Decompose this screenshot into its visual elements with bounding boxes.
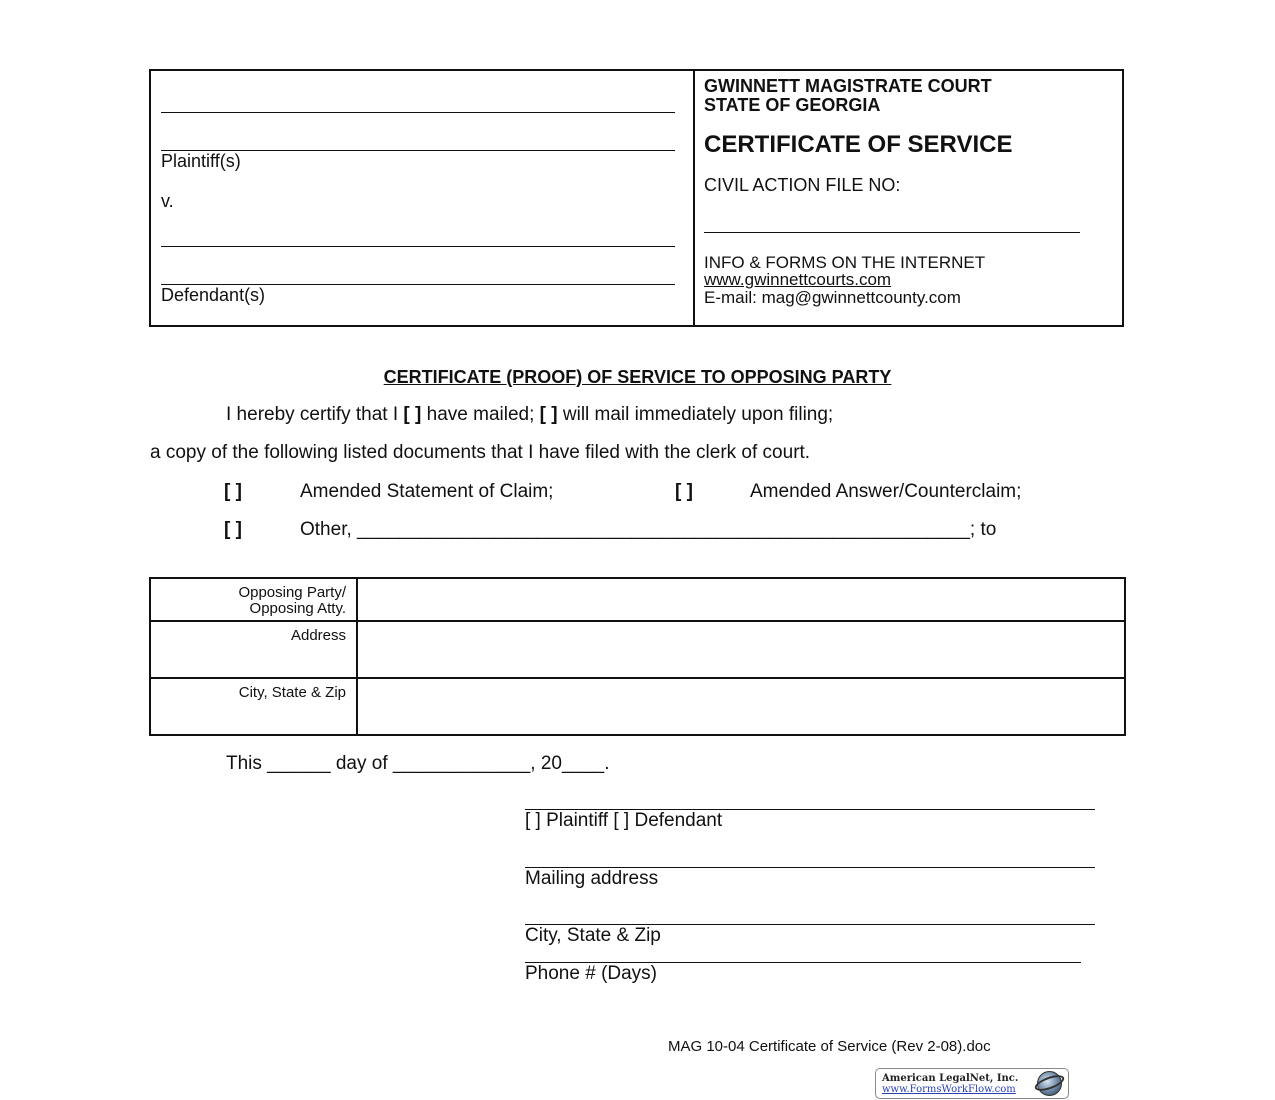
table-row [150,578,1125,621]
logo-brand: American LegalNet, Inc. [882,1073,1019,1084]
mailed-checkbox[interactable]: [ ] [403,404,422,425]
email-text: E-mail: mag@gwinnettcounty.com [704,288,961,307]
court-name: GWINNETT MAGISTRATE COURT [704,76,992,96]
table-row [150,621,1125,678]
versus-label: v. [161,191,174,211]
sig-city-state-zip-label: City, State & Zip [525,925,661,946]
party-check-label[interactable]: [ ] Plaintiff [ ] Defendant [525,810,723,831]
website-link[interactable]: www.gwinnettcourts.com [704,270,892,289]
other-suffix: ; to [969,519,997,540]
defendant-label: Defendant(s) [161,285,266,305]
form-title: CERTIFICATE OF SERVICE [704,131,1013,158]
form-code: MAG 10-04 Certificate of Service (Rev 2-08).doc [668,1038,991,1055]
opposing-party-label: Opposing Party/ Opposing Atty. [150,578,357,621]
phone-label: Phone # (Days) [525,963,658,984]
date-line[interactable]: This ______ day of _____________, 20____. [226,753,610,774]
table-row [150,678,1125,735]
doc-option2-checkbox[interactable]: [ ] [675,481,693,502]
section-title: CERTIFICATE (PROOF) OF SERVICE TO OPPOSING PARTY [383,367,892,387]
opposing-party-field[interactable] [357,578,1125,621]
file-no-label: CIVIL ACTION FILE NO: [704,175,901,195]
city-state-zip-label: City, State & Zip [150,678,357,735]
copy-line: a copy of the following listed documents that I have filed with the clerk of court. [150,442,811,463]
doc-option1-label: Amended Statement of Claim; [300,481,554,502]
will-mail-label: will mail immediately upon filing; [562,404,834,425]
other-line [300,519,996,541]
other-blank[interactable]: __________________________________________________________ [357,519,970,540]
court-state: STATE OF GEORGIA [704,95,881,115]
file-no-line[interactable] [704,232,1080,233]
certify-line [226,404,833,426]
opposing-party-table [149,577,1126,736]
mailing-address-label: Mailing address [525,868,659,889]
doc-option2-label: Amended Answer/Counterclaim; [750,481,1022,502]
caption-divider [693,69,695,327]
address-field[interactable] [357,621,1125,678]
case-caption-box [149,69,1124,327]
certify-prefix: I hereby certify that I [226,404,399,425]
city-state-zip-field[interactable] [357,678,1125,735]
other-label: Other, [300,519,352,540]
logo-url[interactable]: www.FormsWorkFlow.com [882,1084,1016,1095]
will-mail-checkbox[interactable]: [ ] [539,404,558,425]
plaintiff-label: Plaintiff(s) [161,151,241,171]
american-legalnet-logo[interactable] [875,1068,1069,1099]
internet-label: INFO & FORMS ON THE INTERNET [704,253,986,272]
plaintiff-name-line-1[interactable] [161,112,675,113]
defendant-name-line-1[interactable] [161,246,675,247]
address-label: Address [150,621,357,678]
other-checkbox[interactable]: [ ] [224,519,242,540]
mailed-label: have mailed; [426,404,535,425]
doc-option1-checkbox[interactable]: [ ] [224,481,242,502]
